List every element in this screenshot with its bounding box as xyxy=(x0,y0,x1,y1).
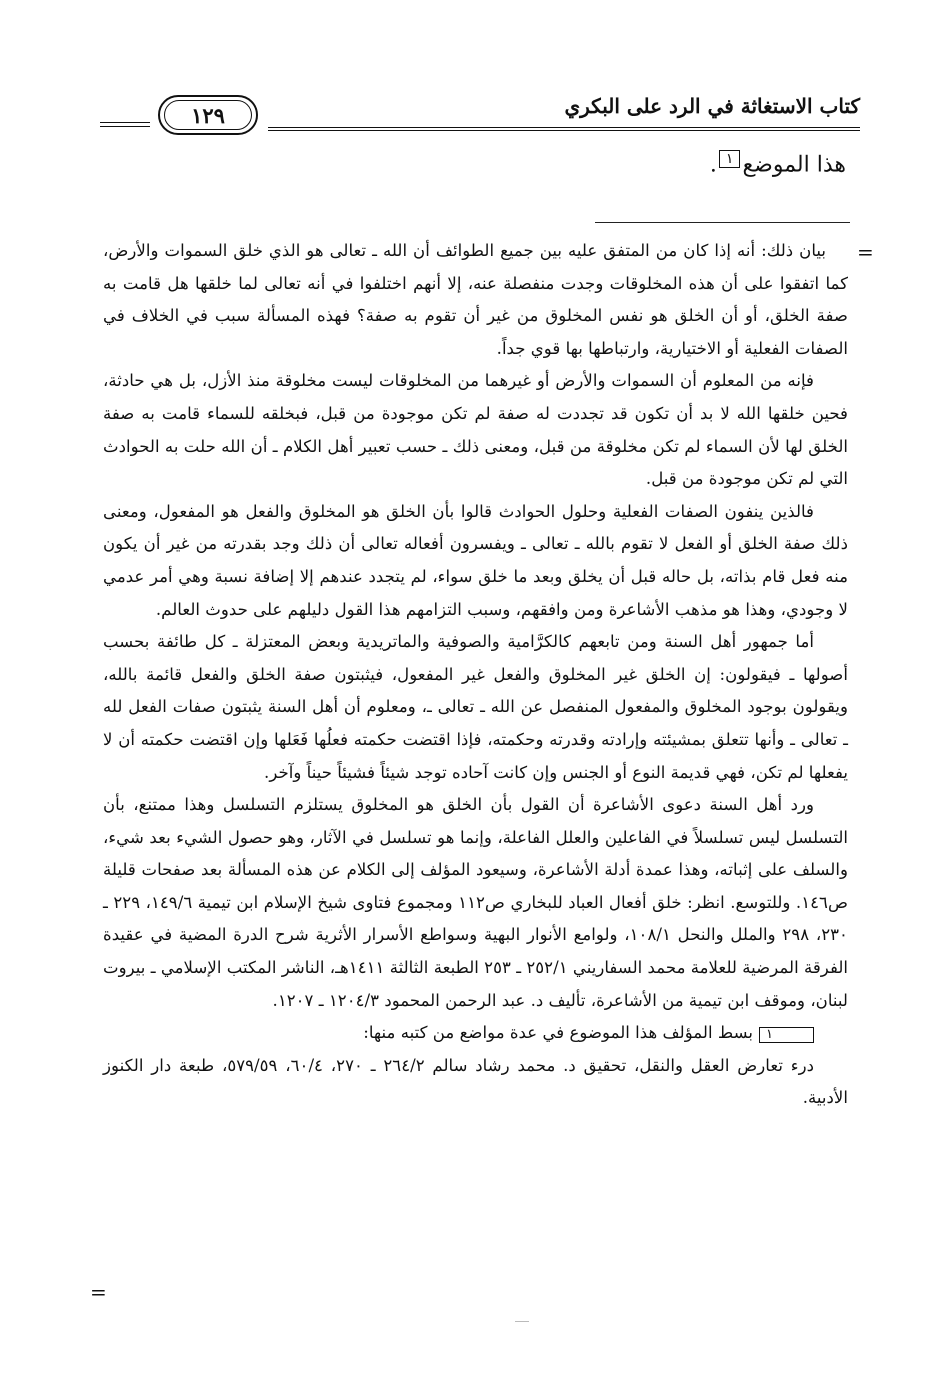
main-text-end: . xyxy=(709,152,717,178)
page-header xyxy=(100,92,860,142)
footnote-1 xyxy=(103,1017,848,1050)
continuation-mark-top: = xyxy=(857,240,874,264)
footnote-paragraph: ورد أهل السنة دعوى الأشاعرة أن القول بأن الخلق هو المخلوق يستلزم التسلسل وهذا ممتنع، بأن التسلسل ليس تسلسلاً في الفاعلين والعلل الفاعلة، وإنما هو تسلسل في الآثار، وهو حصول الشيء بعد شيء، والسلف على إثباته، وهذا عمدة أدلة الأشاعرة، وسيعود المؤلف إلى الكلام عن هذه المسألة بعد صفحات قليلة ص١٤٦. وللتوسع. انظر: خلق أفعال العباد للبخاري ص١١٢ ومجموع فتاوى شيخ الإسلام ابن تيمية ١٤٩/٦، ٢٢٩ ـ ٢٣٠، ٢٩٨ والملل والنحل ١٠٨/١، ولوامع الأنوار البهية وسواطع الأسرار الأثرية شرح الدرة المضية في عقيدة الفرقة المرضية للعلامة محمد السفاريني ٢٥٢/١ ـ ٢٥٣ الطبعة الثالثة ١٤١١هـ، الناشر المكتب الإسلامي ـ بيروت لبنان، وموقف ابن تيمية من الأشاعرة، تأليف د. عبد الرحمن المحمود ١٢٠٤/٣ ـ ١٢٠٧. xyxy=(103,795,849,1010)
page-number: ١٢٩ xyxy=(164,100,252,130)
continuation-mark-bottom: = xyxy=(90,1280,107,1304)
footnotes-block xyxy=(103,235,848,1115)
book-title: كتاب الاستغاثة في الرد على البكري xyxy=(564,94,860,118)
faint-mark xyxy=(515,1321,529,1322)
footnote-paragraph: بيان ذلك: أنه إذا كان من المتفق عليه بين جميع الطوائف أن الله ـ تعالى هو الذي خلق السموات والأرض، كما اتفقوا على أن هذه المخلوقات وجدت منفصلة عنه، إلا أنهم اختلفوا في أنه تعالى لما خلقها هل قامت به صفة الخلق، أو أن الخلق هو نفس المخلوق من غير أن تقوم به صفة؟ فهذه المسألة سبب في الخلاف في الصفات الفعلية أو الاختيارية، وارتباطها بها قوي جداً. xyxy=(103,241,848,358)
header-rule-short xyxy=(100,122,150,127)
header-rule xyxy=(268,127,860,131)
footnote-paragraph: فالذين ينفون الصفات الفعلية وحلول الحوادث قالوا بأن الخلق هو المخلوق والفعل هو المفعول، ومعنى ذلك صفة الخلق أو الفعل لا تقوم بالله ـ تعالى ـ ويفسرون أفعاله تعالى أن ذلك وجد بقدرته من غير أن يكون منه فعل قام بذاته، بل حاله قبل أن يخلق وبعد ما خلق سواء، لم يتجدد عندهم إلا إضافة نسبة وهي أمر عدمي لا وجودي، وهذا هو مذهب الأشاعرة ومن وافقهم، وسبب التزامهم هذا القول دليلهم على حدوث العالم. xyxy=(103,501,848,619)
footnote-paragraph: فإنه من المعلوم أن السموات والأرض أو غيرهما من المخلوقات ليست مخلوقة منذ الأزل، بل هي حادثة، فحين خلقها الله لا بد أن تكون قد تجددت له صفة لم تكن موجودة من قبل، فبخلقه للسماء قامت به صفة الخلق لها لأن السماء لم تكن مخلوقة من قبل، ومعنى ذلك ـ حسب تعبير أهل الكلام ـ أن الله حلت به الحوادث التي لم تكن موجودة من قبل. xyxy=(103,371,848,489)
footnote-paragraph: أما جمهور أهل السنة ومن تابعهم كالكرَّامية والصوفية والماتريدية وبعض المعتزلة ـ كل طائفة بحسب أصولها ـ فيقولون: إن الخلق غير المخلوق والفعل غير المفعول، فيثبتون صفة الخلق والفعل قائمة بالله، ويقولون بوجود المخلوق والمفعول المنفصل عن الله ـ تعالى ـ، ومعلوم أن أهل السنة يثبتون صفات الفعل لله ـ تعالى ـ وأنها تتعلق بمشيئته وإرادته وقدرته وحكمته، فإذا اقتضت حكمته فعلُها فَعَلها وإن اقتضت حكمته أن لا يفعلها لم تكن، فهي قديمة النوع أو الجنس وإن كانت آحاده توجد شيئاً فشيئاً حيناً وآخر. xyxy=(103,632,848,782)
page-number-badge xyxy=(158,95,258,135)
footnote-1-text: بسط المؤلف هذا الموضوع في عدة مواضع من كتبه منها: xyxy=(363,1023,754,1043)
footnote-reference[interactable]: ١ xyxy=(719,150,741,168)
footnote-1-detail: درء تعارض العقل والنقل، تحقيق د. محمد رشاد سالم ٢٦٤/٢ ـ ٢٧٠، ٦٠/٤، ٥٧٩/٥٩، طبعة دار الكنوز الأدبية. xyxy=(103,1055,848,1108)
main-text: هذا الموضع xyxy=(742,152,846,178)
main-text-line xyxy=(710,150,846,177)
footnote-1-marker: ١ xyxy=(759,1027,814,1043)
footnote-separator xyxy=(595,222,850,223)
